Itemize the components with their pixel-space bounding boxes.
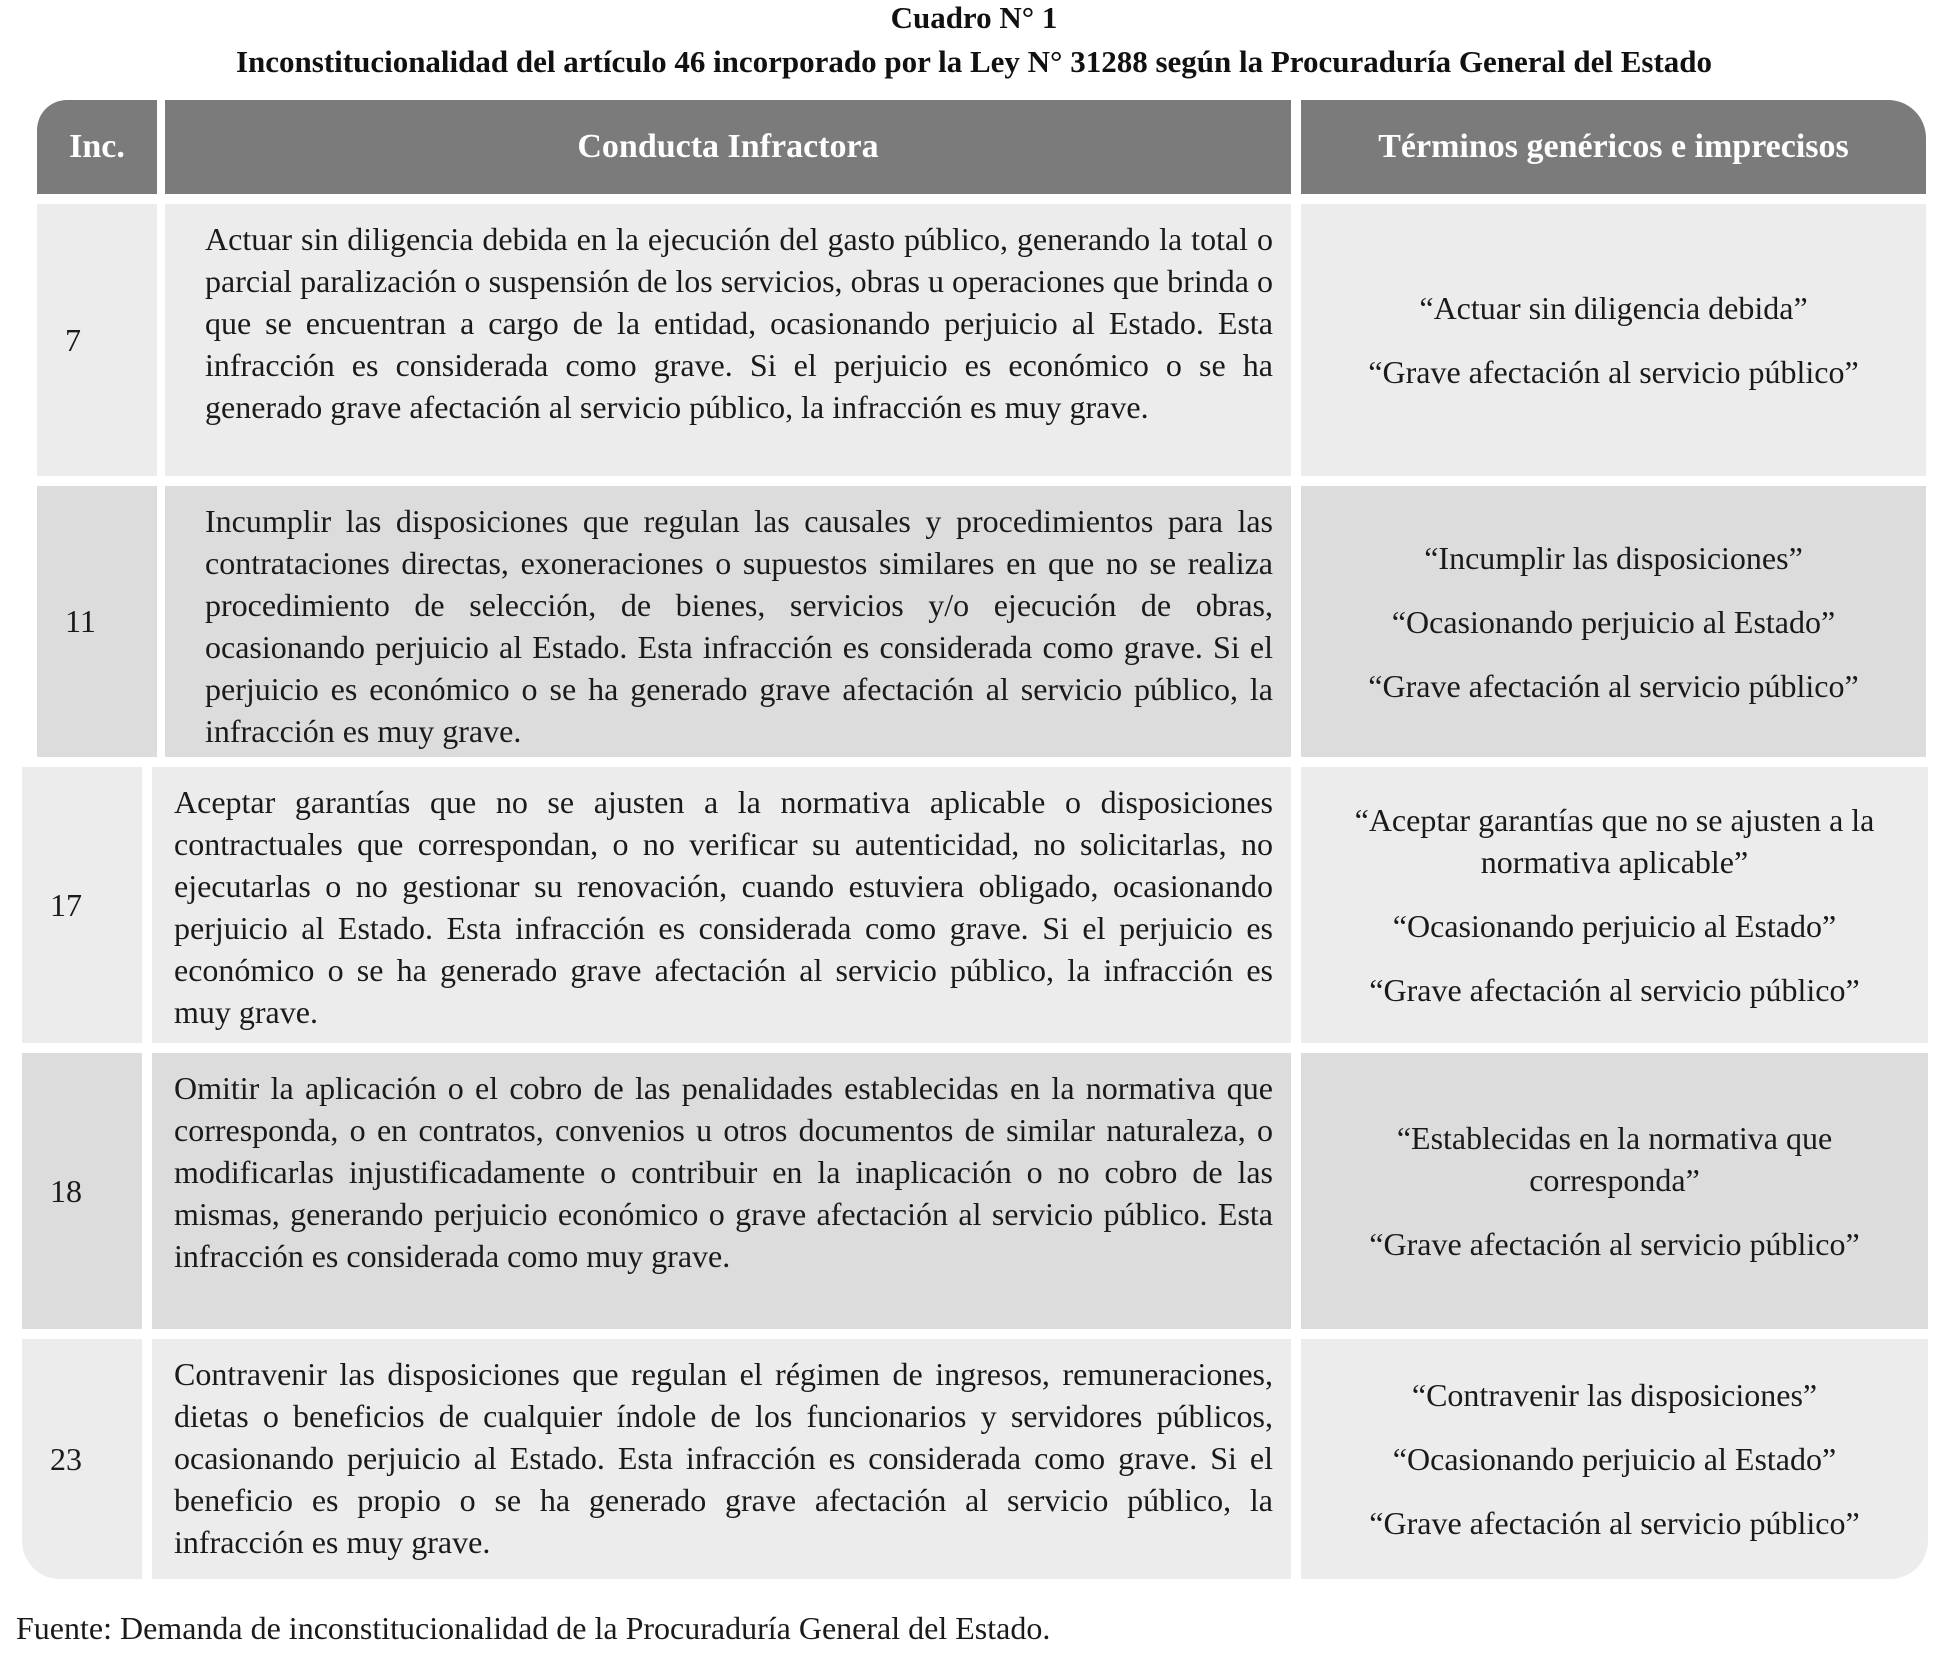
term-item: “Ocasionando perjuicio al Estado” (1392, 908, 1837, 944)
table-title: Inconstitucionalidad del artículo 46 incorporado por la Ley N° 31288 según la Procuraduría General del Estado (235, 44, 1713, 79)
row-conducta: Contravenir las disposiciones que regulan el régimen de ingresos, remuneraciones, dietas o beneficios de cualquier índole de los funcionarios y servidores públicos, ocasionando perjuicio al Estado. Esta infracción es considerada como grave. Si el beneficio es propio o se ha generado grave afectación al servicio público, la infracción es muy grave. (152, 1339, 1291, 1579)
term-item: “Incumplir las disposiciones” (1424, 539, 1803, 576)
term-item: “Contravenir las disposiciones” (1411, 1377, 1818, 1413)
row-conducta: Incumplir las disposiciones que regulan las causales y procedimientos para las contrataciones directas, exoneraciones o supuestos similares en que no se realiza procedimiento de selección, de bienes, servicios y/o ejecución de obras, ocasionando perjuicio al Estado. Esta infracción es considerada como grave. Si el perjuicio es económico o se ha generado grave afectación al servicio público, la infracción es muy grave. (165, 486, 1291, 757)
row-inc: 7 (37, 204, 157, 476)
row-inc: 23 (22, 1339, 142, 1579)
row-inc: 11 (37, 486, 157, 757)
row-terminos (1301, 486, 1926, 757)
term-item: “Establecidas en la normativa que corresponda” (1396, 1120, 1833, 1198)
row-conducta: Omitir la aplicación o el cobro de las penalidades establecidas en la normativa que corresponda, o en contratos, convenios u otros documentos de similar naturaleza, o modificarlas injustificadamente o contribuir en la inaplicación o no cobro de las mismas, generando perjuicio económico o grave afectación al servicio público. Esta infracción es considerada como muy grave. (152, 1053, 1291, 1329)
term-item: “Grave afectación al servicio público” (1369, 972, 1860, 1008)
row-terminos (1301, 1053, 1928, 1329)
term-item: “Grave afectación al servicio público” (1368, 354, 1859, 390)
row-terminos (1301, 204, 1926, 476)
source-note: Fuente: Demanda de inconstitucionalidad de la Procuraduría General del Estado. (16, 1610, 1051, 1646)
term-item: “Actuar sin diligencia debida” (1419, 290, 1808, 326)
term-item: “Ocasionando perjuicio al Estado” (1391, 603, 1836, 640)
row-inc: 18 (22, 1053, 142, 1329)
row-terminos (1301, 1339, 1928, 1579)
term-item: “Grave afectación al servicio público” (1369, 1226, 1860, 1262)
row-conducta: Aceptar garantías que no se ajusten a la normativa aplicable o disposiciones contractuales que correspondan, o no verificar su autenticidad, no solicitarlas, no ejecutarlas o no gestionar su renovación, cuando estuviera obligado, ocasionando perjuicio al Estado. Esta infracción es considerada como grave. Si el perjuicio es económico o se ha generado grave afectación al servicio público, la infracción es muy grave. (152, 767, 1291, 1043)
table-number: Cuadro N° 1 (890, 0, 1058, 35)
row-inc: 17 (22, 767, 142, 1043)
row-terminos (1301, 767, 1928, 1043)
term-item: “Grave afectación al servicio público” (1368, 667, 1859, 704)
data-table (22, 100, 1928, 1584)
header-terminos: Términos genéricos e imprecisos (1301, 100, 1926, 194)
header-conducta: Conducta Infractora (165, 100, 1291, 194)
term-item: “Ocasionando perjuicio al Estado” (1392, 1441, 1837, 1477)
term-item: “Grave afectación al servicio público” (1369, 1505, 1860, 1541)
header-inc: Inc. (37, 100, 157, 194)
term-item: “Aceptar garantías que no se ajusten a la normativa aplicable” (1354, 802, 1875, 880)
row-conducta: Actuar sin diligencia debida en la ejecución del gasto público, generando la total o parcial paralización o suspensión de los servicios, obras u operaciones que brinda o que se encuentran a cargo de la entidad, ocasionando perjuicio al Estado. Esta infracción es considerada como grave. Si el perjuicio es económico o se ha generado grave afectación al servicio público, la infracción es muy grave. (165, 204, 1291, 476)
